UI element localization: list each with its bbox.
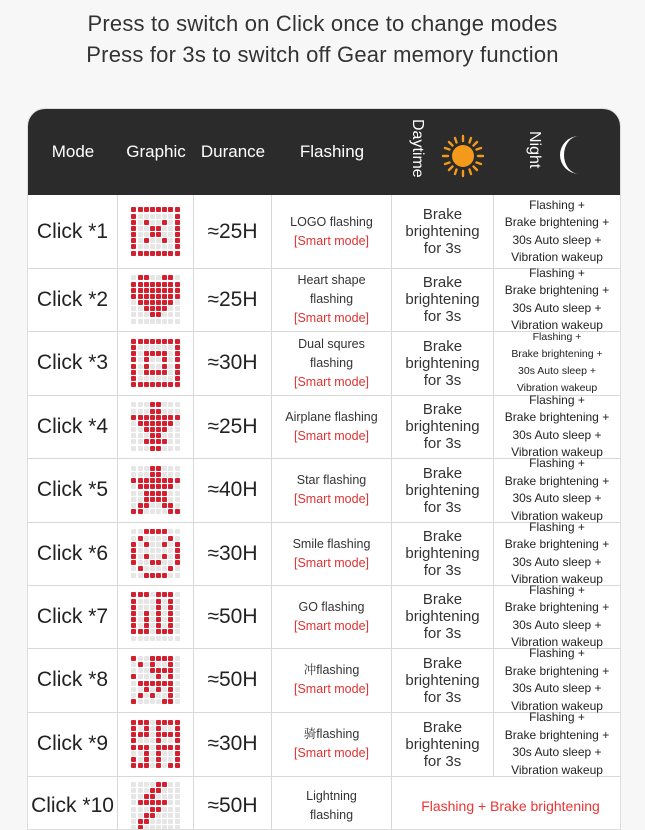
night-cell bbox=[494, 519, 620, 586]
night-line: Brake brightening + bbox=[504, 473, 610, 488]
flashing-label: 骑flashing bbox=[303, 727, 360, 741]
led-pattern-icon bbox=[131, 402, 179, 450]
table-row bbox=[28, 195, 620, 269]
smart-mode-label: [Smart mode] bbox=[293, 555, 370, 570]
daytime-line: Brake bbox=[422, 591, 463, 608]
night-line: Vibration wakeup bbox=[511, 572, 603, 586]
flashing-cell bbox=[272, 268, 392, 331]
graphic-cell bbox=[118, 776, 194, 830]
daytime-cell bbox=[392, 522, 494, 585]
daytime-line: brightening bbox=[405, 291, 480, 308]
table-row bbox=[28, 712, 620, 777]
header-daytime: Daytime bbox=[409, 119, 426, 178]
mode-cell: Click *5 bbox=[28, 458, 118, 522]
daytime-cell bbox=[392, 268, 494, 331]
daytime-line: brightening bbox=[405, 418, 480, 435]
night-line: Flashing + bbox=[529, 646, 585, 660]
smart-mode-label: [Smart mode] bbox=[293, 618, 370, 633]
night-line: Flashing + bbox=[529, 456, 585, 470]
night-line: Brake brightening + bbox=[504, 727, 610, 742]
mode-cell: Click *2 bbox=[28, 268, 118, 331]
table-header bbox=[28, 109, 620, 195]
night-line: 30s Auto sleep + bbox=[518, 365, 596, 377]
led-pattern-icon bbox=[131, 529, 179, 577]
flashing-cell bbox=[272, 395, 392, 458]
daytime-line: for 3s bbox=[423, 498, 462, 516]
daytime-cell bbox=[392, 648, 494, 712]
table-row bbox=[28, 392, 620, 459]
mode-cell: Click *10 bbox=[28, 776, 118, 830]
graphic-cell bbox=[118, 522, 194, 585]
led-pattern-icon bbox=[131, 720, 179, 768]
night-line: Flashing + bbox=[532, 331, 582, 343]
night-line: Flashing + bbox=[529, 197, 585, 212]
daytime-cell bbox=[392, 331, 494, 395]
daytime-cell bbox=[392, 712, 494, 776]
night-line: Brake brightening + bbox=[504, 215, 610, 229]
night-line: 30s Auto sleep + bbox=[512, 491, 602, 505]
daytime-cell bbox=[392, 395, 494, 458]
flashing-cell bbox=[272, 522, 392, 585]
night-cell bbox=[494, 392, 620, 459]
header-graphic: Graphic bbox=[126, 142, 186, 161]
mode-cell: Click *3 bbox=[28, 331, 118, 395]
daytime-line: for 3s bbox=[423, 752, 462, 770]
durance-cell: ≈30H bbox=[194, 331, 272, 395]
night-line: 30s Auto sleep + bbox=[512, 681, 602, 695]
daytime-line: brightening bbox=[405, 223, 480, 240]
daytime-line: brightening bbox=[405, 545, 480, 562]
sun-icon bbox=[441, 134, 485, 178]
night-line: Flashing + bbox=[529, 710, 585, 724]
night-line: 30s Auto sleep + bbox=[512, 745, 602, 759]
moon-icon bbox=[553, 133, 589, 177]
daytime-line: Brake bbox=[422, 274, 463, 291]
daytime-cell bbox=[392, 458, 494, 522]
header-durance: Durance bbox=[200, 142, 266, 161]
mode-cell: Click *6 bbox=[28, 522, 118, 585]
led-pattern-icon bbox=[131, 782, 179, 830]
daytime-line: brightening bbox=[405, 671, 480, 689]
led-pattern-icon bbox=[131, 466, 179, 514]
night-cell bbox=[494, 458, 620, 522]
night-line: Flashing + bbox=[529, 519, 585, 534]
smart-mode-label: [Smart mode] bbox=[293, 374, 370, 389]
led-pattern-icon bbox=[131, 207, 179, 255]
daytime-line: brightening bbox=[405, 608, 480, 625]
daytime-line: brightening bbox=[405, 354, 480, 372]
night-cell bbox=[494, 195, 620, 268]
intro-text bbox=[0, 8, 645, 70]
night-line: Vibration wakeup bbox=[511, 762, 603, 777]
flashing-label: Heart shape flashing bbox=[297, 273, 366, 306]
daytime-line: for 3s bbox=[423, 562, 462, 579]
smart-mode-label: [Smart mode] bbox=[293, 311, 370, 325]
daytime-line: Brake bbox=[422, 337, 463, 355]
night-line: Brake brightening + bbox=[504, 537, 610, 551]
daytime-line: for 3s bbox=[423, 371, 462, 389]
flashing-label: LOGO flashing bbox=[290, 214, 373, 229]
durance-cell: ≈25H bbox=[194, 268, 272, 331]
durance-cell: ≈50H bbox=[194, 585, 272, 648]
daytime-line: for 3s bbox=[423, 308, 462, 325]
flashing-label: Star flashing bbox=[296, 473, 367, 487]
daytime-line: for 3s bbox=[423, 435, 462, 452]
daytime-line: brightening bbox=[405, 481, 480, 499]
night-line: 30s Auto sleep + bbox=[512, 617, 602, 632]
daytime-line: Brake bbox=[422, 718, 463, 736]
flashing-label: Smile flashing bbox=[292, 536, 371, 551]
flashing-label: Airplane flashing bbox=[285, 409, 378, 424]
intro-line-2: Press for 3s to switch off Gear memory function bbox=[86, 42, 559, 67]
graphic-cell bbox=[118, 395, 194, 458]
daytime-line: for 3s bbox=[423, 625, 462, 642]
night-line: 30s Auto sleep + bbox=[512, 232, 602, 247]
flashing-cell bbox=[272, 458, 392, 522]
flashing-label: GO flashing bbox=[298, 599, 365, 614]
night-line: Vibration wakeup bbox=[511, 698, 603, 713]
durance-cell: ≈25H bbox=[194, 395, 272, 458]
mode-cell: Click *1 bbox=[28, 195, 118, 268]
night-cell bbox=[494, 582, 620, 649]
graphic-cell bbox=[118, 268, 194, 331]
graphic-cell bbox=[118, 648, 194, 712]
night-line: Flashing + bbox=[529, 392, 585, 407]
flashing-cell bbox=[272, 331, 392, 395]
durance-cell: ≈30H bbox=[194, 522, 272, 585]
header-night: Night bbox=[526, 131, 543, 169]
night-line: Vibration wakeup bbox=[511, 445, 603, 459]
night-cell bbox=[494, 648, 620, 712]
daytime-cell bbox=[392, 585, 494, 648]
mode-cell: Click *8 bbox=[28, 648, 118, 712]
night-line: 30s Auto sleep + bbox=[512, 427, 602, 442]
flashing-cell bbox=[272, 776, 392, 830]
night-line: Brake brightening + bbox=[504, 600, 610, 614]
daytime-line: brightening bbox=[405, 735, 480, 753]
durance-cell: ≈40H bbox=[194, 458, 272, 522]
flashing-cell bbox=[272, 648, 392, 712]
night-line: Vibration wakeup bbox=[511, 635, 603, 649]
night-line: Brake brightening + bbox=[504, 663, 610, 678]
led-pattern-icon bbox=[131, 592, 179, 640]
flashing-cell bbox=[272, 712, 392, 776]
flashing-label: Lightning flashing bbox=[306, 789, 357, 822]
smart-mode-label: [Smart mode] bbox=[293, 746, 370, 760]
intro-line-1: Press to switch on Click once to change modes bbox=[87, 11, 558, 36]
table-row bbox=[28, 648, 620, 713]
flashing-cell bbox=[272, 195, 392, 268]
night-line: 30s Auto sleep + bbox=[512, 300, 602, 315]
flashing-cell bbox=[272, 585, 392, 648]
graphic-cell bbox=[118, 712, 194, 776]
night-line: Vibration wakeup bbox=[511, 318, 603, 332]
header-flashing: Flashing bbox=[299, 142, 365, 161]
graphic-cell bbox=[118, 585, 194, 648]
smart-mode-label: [Smart mode] bbox=[293, 492, 370, 506]
smart-mode-label: [Smart mode] bbox=[293, 233, 370, 248]
durance-cell: ≈30H bbox=[194, 712, 272, 776]
daytime-line: Brake bbox=[422, 528, 463, 545]
table-row bbox=[28, 458, 620, 523]
night-line: 30s Auto sleep + bbox=[512, 554, 602, 569]
daytime-line: Brake bbox=[422, 206, 463, 223]
daytime-line: Brake bbox=[422, 654, 463, 672]
led-pattern-icon bbox=[131, 339, 179, 387]
night-line: Vibration wakeup bbox=[511, 250, 603, 264]
daytime-line: for 3s bbox=[423, 240, 462, 257]
daytime-line: for 3s bbox=[423, 688, 462, 706]
night-cell bbox=[494, 265, 620, 332]
night-cell bbox=[494, 331, 620, 395]
table-row bbox=[28, 331, 620, 396]
night-line: Vibration wakeup bbox=[511, 508, 603, 523]
graphic-cell bbox=[118, 331, 194, 395]
graphic-cell bbox=[118, 195, 194, 268]
night-line: Brake brightening + bbox=[511, 348, 603, 360]
table-row bbox=[28, 519, 620, 586]
durance-cell: ≈50H bbox=[194, 776, 272, 830]
daytime-cell bbox=[392, 195, 494, 268]
graphic-cell bbox=[118, 458, 194, 522]
night-line: Vibration wakeup bbox=[516, 382, 598, 394]
led-pattern-icon bbox=[131, 656, 179, 704]
durance-cell: ≈25H bbox=[194, 195, 272, 268]
smart-mode-label: [Smart mode] bbox=[293, 682, 370, 696]
table-row bbox=[28, 582, 620, 649]
night-cell bbox=[494, 712, 620, 776]
mode-cell: Click *4 bbox=[28, 395, 118, 458]
daytime-line: Brake bbox=[422, 464, 463, 482]
flashing-label: 冲flashing bbox=[303, 663, 360, 677]
mode-cell: Click *9 bbox=[28, 712, 118, 776]
night-line: Flashing + bbox=[529, 265, 585, 280]
smart-mode-label: [Smart mode] bbox=[293, 428, 370, 443]
night-line: Flashing + bbox=[529, 582, 585, 597]
combined-mode-cell: Flashing + Brake brightening bbox=[421, 798, 600, 814]
table-row bbox=[28, 776, 620, 830]
flashing-label: Dual squres flashing bbox=[298, 336, 365, 370]
mode-table bbox=[27, 108, 621, 830]
header-mode: Mode bbox=[51, 142, 95, 161]
durance-cell: ≈50H bbox=[194, 648, 272, 712]
mode-cell: Click *7 bbox=[28, 585, 118, 648]
night-line: Brake brightening + bbox=[504, 283, 610, 297]
table-row bbox=[28, 265, 620, 332]
led-pattern-icon bbox=[131, 275, 179, 323]
night-line: Brake brightening + bbox=[504, 410, 610, 424]
daytime-line: Brake bbox=[422, 401, 463, 418]
